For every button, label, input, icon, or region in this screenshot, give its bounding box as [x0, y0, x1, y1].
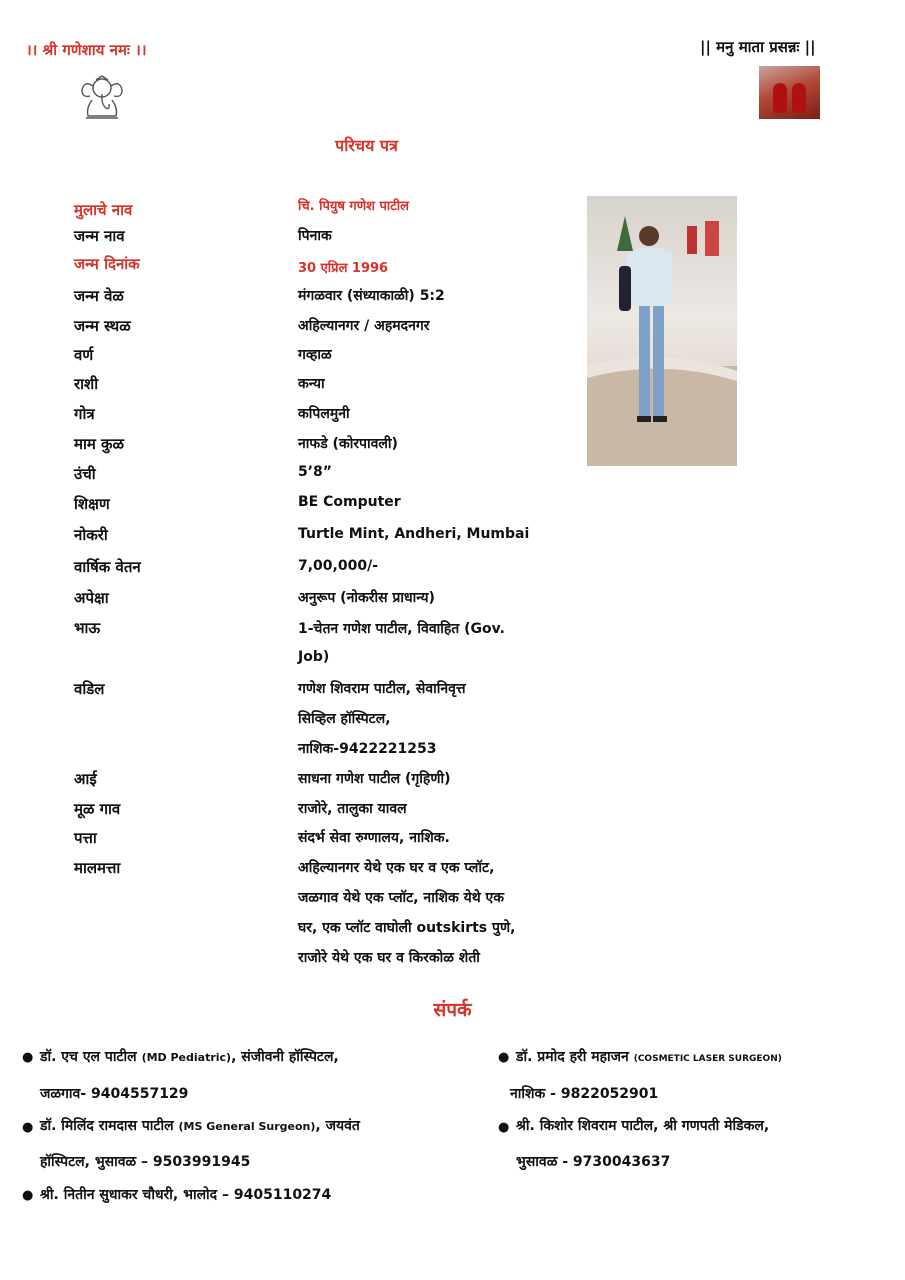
label-job: नोकरी [74, 526, 108, 544]
value-native-place: राजोरे, तालुका यावल [298, 801, 407, 817]
contact-left-1-phone: जळगाव- 9404557129 [40, 1086, 189, 1102]
contact-heading: संपर्क [433, 999, 472, 1021]
value-birth-name: पिनाक [298, 228, 332, 244]
label-property: मालमत्ता [74, 859, 121, 877]
contact-left-2-phone: हॉस्पिटल, भुसावळ – 9503991945 [40, 1154, 251, 1170]
contact-left-2-name: डॉ. मिलिंद रामदास पाटील [40, 1118, 179, 1134]
contact-left-1-place: , संजीवनी हॉस्पिटल, [231, 1049, 339, 1065]
bullet-icon: ● [22, 1050, 34, 1065]
label-mama-kul: माम कुळ [74, 435, 124, 453]
contact-left-3-name: श्री. नितीन सुधाकर चौधरी, भालोद – 9405110274 [40, 1187, 332, 1203]
value-rashi: कन्या [298, 376, 325, 392]
value-expectation: अनुरूप (नोकरीस प्राधान्य) [298, 590, 435, 606]
label-birth-place: जन्म स्थळ [74, 317, 131, 335]
value-name: चि. पियुष गणेश पाटील [298, 199, 409, 214]
label-native-place: मूळ गाव [74, 800, 121, 818]
ganesh-icon [76, 74, 128, 122]
label-expectation: अपेक्षा [74, 589, 109, 607]
label-salary: वार्षिक वेतन [74, 558, 141, 576]
contact-right-1-name: डॉ. प्रमोद हरी महाजन [516, 1049, 634, 1065]
label-father: वडिल [74, 680, 105, 698]
contact-right-1-phone: नाशिक - 9822052901 [510, 1086, 659, 1102]
value-address: संदर्भ सेवा रुग्णालय, नाशिक. [298, 830, 450, 846]
label-brother: भाऊ [74, 619, 101, 637]
contact-right-2-phone: भुसावळ - 9730043637 [516, 1154, 671, 1170]
label-birth-time: जन्म वेळ [74, 287, 124, 305]
value-birth-place: अहिल्यानगर / अहमदनगर [298, 318, 430, 334]
value-complexion: गव्हाळ [298, 347, 332, 363]
bullet-icon: ● [498, 1120, 510, 1135]
value-salary: 7,00,000/- [298, 558, 379, 574]
label-address: पत्ता [74, 829, 97, 847]
bullet-icon: ● [22, 1120, 34, 1135]
label-height: उंची [74, 465, 96, 483]
value-mother: साधना गणेश पाटील (गृहिणी) [298, 771, 451, 787]
label-gotra: गोत्र [74, 405, 95, 423]
bullet-icon: ● [22, 1188, 34, 1203]
label-birth-date: जन्म दिनांक [74, 255, 140, 273]
value-father-line-3: नाशिक-9422221253 [298, 741, 437, 757]
value-property-line-1: अहिल्यानगर येथे एक घर व एक प्लॉट, [298, 860, 495, 876]
label-birth-name: जन्म नाव [74, 227, 125, 245]
value-birth-date: 30 एप्रिल 1996 [298, 261, 389, 276]
page-title: परिचय पत्र [335, 136, 398, 155]
value-height: 5’8” [298, 464, 333, 480]
label-name: मुलाचे नाव [74, 201, 133, 219]
value-property-line-4: राजोरे येथे एक घर व किरकोळ शेती [298, 950, 480, 966]
label-education: शिक्षण [74, 495, 110, 513]
value-job: Turtle Mint, Andheri, Mumbai [298, 526, 530, 542]
invocation-left: ।। श्री गणेशाय नमः ।। [26, 41, 147, 59]
value-gotra: कपिलमुनी [298, 406, 350, 422]
value-father-line-1: गणेश शिवराम पाटील, सेवानिवृत्त [298, 681, 466, 697]
value-property-line-2: जळगाव येथे एक प्लॉट, नाशिक येथे एक [298, 890, 505, 906]
value-father-line-2: सिव्हिल हॉस्पिटल, [298, 711, 391, 727]
value-brother-line-1: 1-चेतन गणेश पाटील, विवाहित (Gov. [298, 621, 505, 637]
value-property-line-3: घर, एक प्लॉट वाघोली outskirts पुणे, [298, 920, 516, 936]
value-brother-line-2: Job) [298, 649, 330, 665]
contact-left-1-degree: (MD Pediatric) [141, 1051, 232, 1064]
value-mama-kul: नाफडे (कोरपावली) [298, 436, 398, 452]
label-mother: आई [74, 770, 97, 788]
contact-right-2-name: श्री. किशोर शिवराम पाटील, श्री गणपती मेडिकल, [516, 1118, 770, 1134]
contact-left-2-degree: (MS General Surgeon) [178, 1120, 316, 1133]
label-complexion: वर्ण [74, 346, 94, 364]
bullet-icon: ● [498, 1050, 510, 1065]
contact-right-1-degree: (COSMETIC LASER SURGEON) [633, 1054, 782, 1064]
contact-left-1-name: डॉ. एच एल पाटील [40, 1049, 142, 1065]
value-education: BE Computer [298, 494, 401, 510]
invocation-right: || मनु माता प्रसन्नः || [700, 38, 816, 56]
label-rashi: राशी [74, 375, 99, 393]
value-birth-time: मंगळवार (संध्याकाळी) 5:2 [298, 288, 445, 304]
contact-left-2-place: , जयवंत [315, 1118, 360, 1134]
profile-photo [587, 196, 737, 466]
deity-photo [759, 66, 820, 119]
